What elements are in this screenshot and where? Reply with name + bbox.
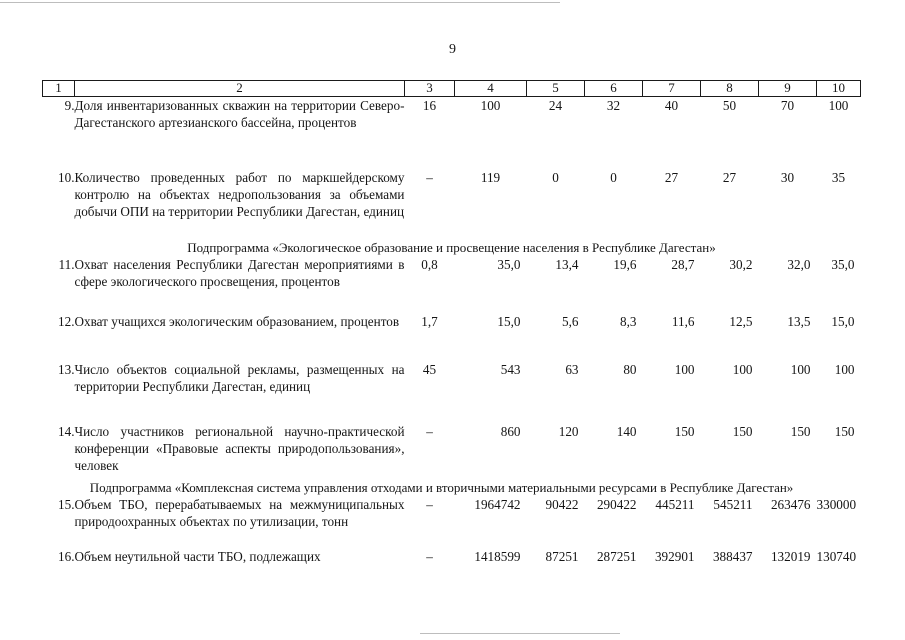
indicator-table bbox=[42, 80, 861, 568]
value-cell: 80 bbox=[623, 361, 637, 377]
table-row bbox=[43, 169, 861, 239]
indicator-name: Объем ТБО, перерабатываемых на межмуниципальных природоохранных объектах по утилизации, тонн bbox=[74, 496, 405, 529]
indicator-table-container bbox=[42, 80, 860, 568]
value-cell: 13,5 bbox=[787, 313, 811, 329]
row-number: 13. bbox=[58, 361, 75, 377]
value-cell: 87251 bbox=[545, 548, 579, 564]
value-cell: – bbox=[426, 169, 433, 185]
value-cell: 150 bbox=[674, 423, 695, 439]
column-header: 9 bbox=[759, 81, 817, 97]
value-cell: 35,0 bbox=[831, 256, 855, 272]
value-cell: 287251 bbox=[596, 548, 637, 564]
value-cell: – bbox=[426, 423, 433, 439]
value-cell: 150 bbox=[834, 423, 855, 439]
value-cell: 32 bbox=[606, 98, 621, 113]
row-number: 15. bbox=[58, 496, 75, 512]
value-cell: 330000 bbox=[816, 496, 857, 512]
value-cell: 28,7 bbox=[671, 256, 695, 272]
value-cell: 545211 bbox=[713, 496, 753, 512]
value-cell: 35,0 bbox=[497, 256, 521, 272]
row-number: 12. bbox=[58, 313, 75, 329]
table-row bbox=[43, 496, 861, 548]
section-row bbox=[43, 239, 861, 256]
value-cell: 0 bbox=[552, 169, 559, 185]
value-cell: 8,3 bbox=[620, 313, 637, 329]
value-cell: 24 bbox=[548, 98, 563, 113]
value-cell: 13,4 bbox=[555, 256, 579, 272]
subprogram-title: Подпрограмма «Экологическое образование и просвещение населения в Республике Дагестан» bbox=[187, 239, 716, 255]
section-row bbox=[43, 479, 861, 496]
value-cell: 27 bbox=[722, 169, 737, 185]
value-cell: 32,0 bbox=[787, 256, 811, 272]
value-cell: 50 bbox=[722, 98, 737, 113]
table-row bbox=[43, 97, 861, 169]
value-cell: 100 bbox=[732, 361, 753, 377]
value-cell: 150 bbox=[790, 423, 811, 439]
value-cell: 1964742 bbox=[474, 496, 521, 512]
value-cell: 388437 bbox=[712, 548, 753, 564]
row-number: 10. bbox=[58, 169, 75, 185]
value-cell: 0 bbox=[610, 169, 617, 185]
table-row bbox=[43, 256, 861, 313]
value-cell: 1418599 bbox=[474, 548, 521, 564]
value-cell: 35 bbox=[831, 169, 846, 185]
value-cell: 90422 bbox=[545, 496, 579, 512]
value-cell: 5,6 bbox=[562, 313, 579, 329]
indicator-name: Охват населения Республики Дагестан мероприятиями в сфере экологического просвещения, процентов bbox=[74, 256, 405, 289]
scan-artifact bbox=[0, 2, 560, 3]
value-cell: – bbox=[426, 548, 433, 564]
row-number: 9. bbox=[64, 98, 75, 113]
row-number: 16. bbox=[58, 548, 75, 564]
value-cell: 140 bbox=[616, 423, 637, 439]
column-header: 7 bbox=[643, 81, 701, 97]
indicator-name: Объем неутильной части ТБО, подлежащих bbox=[74, 548, 321, 564]
value-cell: 130740 bbox=[816, 548, 857, 564]
indicator-name: Количество проведенных работ по маркшейдерскому контролю на объектах недропользования за объемами добычи ОПИ на территории Республики Дагестан, единиц bbox=[74, 169, 405, 219]
value-cell: 40 bbox=[664, 98, 679, 113]
value-cell: 16 bbox=[422, 98, 437, 113]
column-header: 10 bbox=[817, 81, 861, 97]
column-header: 4 bbox=[455, 81, 527, 97]
row-number: 11. bbox=[58, 256, 75, 272]
value-cell: 150 bbox=[732, 423, 753, 439]
value-cell: 1,7 bbox=[421, 313, 438, 329]
value-cell: 120 bbox=[558, 423, 579, 439]
value-cell: 860 bbox=[500, 423, 521, 439]
value-cell: 100 bbox=[834, 361, 855, 377]
value-cell: 15,0 bbox=[497, 313, 521, 329]
value-cell: 27 bbox=[664, 169, 679, 185]
value-cell: 0,8 bbox=[421, 256, 438, 272]
value-cell: 445211 bbox=[655, 496, 695, 512]
scan-artifact bbox=[420, 633, 620, 634]
column-header: 8 bbox=[701, 81, 759, 97]
table-row bbox=[43, 548, 861, 568]
value-cell: 15,0 bbox=[831, 313, 855, 329]
column-header: 1 bbox=[43, 81, 75, 97]
column-header: 5 bbox=[527, 81, 585, 97]
indicator-name: Число объектов социальной рекламы, размещенных на территории Республики Дагестан, единиц bbox=[74, 361, 405, 394]
value-cell: 100 bbox=[790, 361, 811, 377]
value-cell: 63 bbox=[565, 361, 579, 377]
value-cell: 45 bbox=[422, 361, 437, 377]
indicator-name: Охват учащихся экологическим образованием, процентов bbox=[74, 313, 400, 329]
value-cell: 100 bbox=[480, 98, 501, 113]
value-cell: 30,2 bbox=[729, 256, 753, 272]
value-cell: 132019 bbox=[770, 548, 811, 564]
value-cell: 70 bbox=[780, 98, 795, 113]
column-header: 2 bbox=[75, 81, 405, 97]
table-row bbox=[43, 313, 861, 361]
value-cell: – bbox=[426, 496, 433, 512]
page-number: 9 bbox=[449, 42, 456, 57]
value-cell: 30 bbox=[780, 169, 795, 185]
value-cell: 19,6 bbox=[613, 256, 637, 272]
table-header-row bbox=[43, 81, 861, 97]
value-cell: 100 bbox=[828, 98, 849, 113]
value-cell: 12,5 bbox=[729, 313, 753, 329]
subprogram-title: Подпрограмма «Комплексная система управления отходами и вторичными материальными ресурсами в Республике Дагестан» bbox=[89, 479, 794, 495]
value-cell: 11,6 bbox=[671, 313, 695, 329]
indicator-name: Число участников региональной научно-практической конференции «Правовые аспекты природопользования», человек bbox=[74, 423, 405, 473]
value-cell: 392901 bbox=[654, 548, 695, 564]
column-header: 6 bbox=[585, 81, 643, 97]
table-row bbox=[43, 423, 861, 479]
value-cell: 543 bbox=[500, 361, 521, 377]
value-cell: 119 bbox=[480, 169, 501, 185]
value-cell: 290422 bbox=[596, 496, 637, 512]
value-cell: 263476 bbox=[770, 496, 811, 512]
table-row bbox=[43, 361, 861, 423]
indicator-name: Доля инвентаризованных скважин на территории Северо-Дагестанского артезианского бассейна, процентов bbox=[74, 98, 405, 130]
value-cell: 100 bbox=[674, 361, 695, 377]
column-header: 3 bbox=[405, 81, 455, 97]
row-number: 14. bbox=[58, 423, 75, 439]
